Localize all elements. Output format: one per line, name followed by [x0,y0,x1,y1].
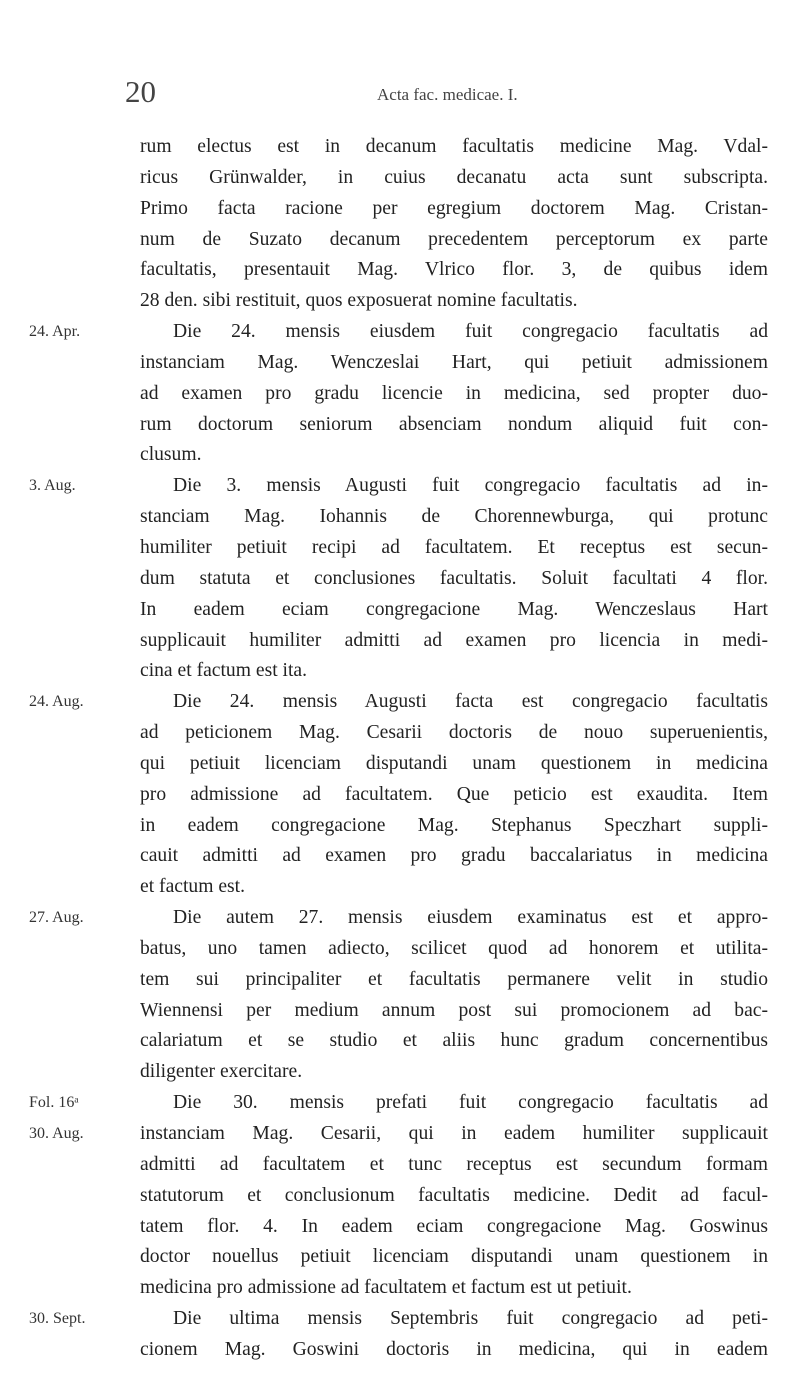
line-text: instanciam Mag. Cesarii, qui in eadem humiliter supplicauit [140,1123,768,1144]
text-line [0,1151,800,1182]
text-line [0,1058,800,1089]
line-text: diligenter exercitare. [140,1061,303,1083]
line-text: admitti ad facultatem et tunc receptus est secundum formam [140,1153,768,1175]
line-text: clusum. [140,444,202,466]
text-line [0,719,800,750]
line-text: batus, uno tamen adiecto, scilicet quod ad honorem et utilita- [140,937,768,959]
text-line [0,596,800,627]
text-line [0,1243,800,1274]
text-line [0,472,800,503]
line-text: humiliter petiuit recipi ad facultatem. Et receptus est secun- [140,536,768,558]
line-text: num de Suzato decanum precedentem perceptorum ex parte [140,228,768,250]
line-text: ricus Grünwalder, in cuius decanatu acta sunt subscripta. [140,166,768,188]
line-text: Wiennensi per medium annum post sui promocionem ad bac- [140,999,768,1021]
text-line [0,781,800,812]
line-text: medicina pro admissione ad facultatem et factum est ut petiuit. [140,1277,632,1299]
text-line [0,1089,800,1120]
text-line [0,503,800,534]
text-line [0,380,800,411]
text-line [0,966,800,997]
margin-note: Fol. 16ᵃ [29,1094,79,1112]
line-text: ad examen pro gradu licencie in medicina, sed propter duo- [140,382,768,404]
text-line [0,534,800,565]
page-number: 20 [125,74,156,109]
line-text: Die 3. mensis Augusti fuit congregacio facultatis ad in- [173,475,768,497]
line-text: et factum est. [140,876,246,898]
line-text: Die 24. mensis eiusdem fuit congregacio facultatis ad [173,321,768,343]
text-line [0,750,800,781]
margin-note: 30. Aug. [29,1125,84,1142]
text-line [0,1027,800,1058]
text-line [0,1336,800,1367]
line-text: rum electus est in decanum facultatis medicine Mag. Vdal- [140,136,768,157]
text-line [0,256,800,287]
text-line [0,904,800,935]
line-text: In eadem eciam congregacione Mag. Wenczeslaus Hart [140,598,768,620]
text-line [0,195,800,226]
line-text: pro admissione ad facultatem. Que peticio est exaudita. Item [140,783,768,805]
line-text: ad peticionem Mag. Cesarii doctoris de nouo superuenientis, [140,722,768,744]
document-body [0,133,800,1367]
text-line [0,873,800,904]
line-text: calariatum et se studio et aliis hunc gradum concernentibus [140,1030,768,1052]
text-line [0,1182,800,1213]
line-text: stanciam Mag. Iohannis de Chorennewburga, qui protunc [140,506,768,528]
text-line [0,441,800,472]
text-line [0,133,800,164]
text-line [0,1213,800,1244]
line-text: statutorum et conclusionum facultatis medicine. Dedit ad facul- [140,1184,768,1206]
line-text: doctor nouellus petiuit licenciam disputandi unam questionem in [140,1246,768,1268]
line-text: cauit admitti ad examen pro gradu baccalariatus in medicina [140,845,768,867]
running-title: Acta fac. medicae. I. [377,85,518,104]
line-text: Die 24. mensis Augusti facta est congregacio facultatis [173,691,768,713]
text-line [0,1274,800,1305]
text-line [0,164,800,195]
text-line [0,842,800,873]
line-text: Die autem 27. mensis eiusdem examinatus est et appro- [173,907,768,929]
margin-note: 30. Sept. [29,1310,86,1328]
text-line [0,688,800,719]
text-line [0,411,800,442]
line-text: in eadem congregacione Mag. Stephanus Speczhart suppli- [140,814,768,836]
line-text: supplicauit humiliter admitti ad examen pro licencia in medi- [140,629,768,651]
line-text: facultatis, presentauit Mag. Vlrico flor. 3, de quibus idem [140,259,768,281]
text-line [0,226,800,257]
line-text: tatem flor. 4. In eadem eciam congregacione Mag. Goswinus [140,1215,768,1237]
text-line [0,565,800,596]
page-header [0,74,800,114]
line-text: dum statuta et conclusiones facultatis. Soluit facultati 4 flor. [140,567,768,589]
line-text: cionem Mag. Goswini doctoris in medicina, qui in eadem [140,1338,768,1360]
line-text: tem sui principaliter et facultatis permanere velit in studio [140,968,768,990]
margin-note: 27. Aug. [29,909,84,927]
text-line [0,657,800,688]
text-line [0,349,800,380]
text-line [0,812,800,843]
margin-note: 3. Aug. [29,477,76,495]
line-text: 28 den. sibi restituit, quos exposuerat nomine facultatis. [140,290,578,312]
text-line [0,627,800,658]
line-text: cina et factum est ita. [140,660,308,682]
line-text: Die 30. mensis prefati fuit congregacio facultatis ad [173,1092,768,1114]
text-line [0,935,800,966]
line-text: rum doctorum seniorum absenciam nondum aliquid fuit con- [140,413,768,435]
text-line [0,318,800,349]
line-text: Primo facta racione per egregium doctorem Mag. Cristan- [140,197,768,219]
line-text: Die ultima mensis Septembris fuit congregacio ad peti- [173,1308,768,1330]
text-line [0,1120,800,1151]
text-line [0,997,800,1028]
line-text: qui petiuit licenciam disputandi unam questionem in medicina [140,752,768,774]
text-line [0,1305,800,1336]
text-line [0,287,800,318]
line-text: instanciam Mag. Wenczeslai Hart, qui petiuit admissionem [140,351,768,373]
margin-note: 24. Apr. [29,323,81,341]
margin-note: 24. Aug. [29,693,84,711]
